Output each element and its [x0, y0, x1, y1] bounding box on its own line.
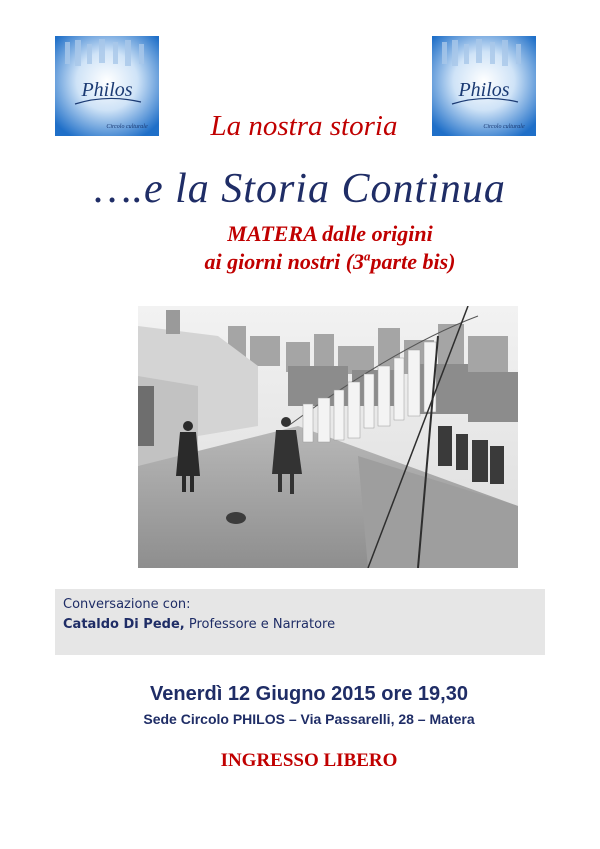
subtitle-superscript: a: [364, 248, 371, 264]
subtitle-line-1: [60, 220, 600, 248]
logo-tagline: Circolo culturale: [483, 124, 525, 130]
series-title: La nostra storia: [210, 110, 398, 142]
historic-photo: [138, 306, 518, 568]
subtitle-emphasis: MATERA: [227, 221, 317, 246]
event-venue: Sede Circolo PHILOS – Via Passarelli, 28 – Matera: [143, 711, 475, 727]
logo-wordmark: Philos: [81, 79, 133, 101]
logo-wordmark: Philos: [458, 79, 510, 101]
subtitle-line-2-pre: ai giorni nostri (3: [204, 249, 365, 274]
historic-photo-matera: [138, 306, 518, 568]
admission-notice: INGRESSO LIBERO: [220, 750, 398, 771]
main-title: ….e la Storia Continua: [94, 166, 506, 212]
subtitle-line-2: [60, 248, 600, 276]
speaker-role: Professore e Narratore: [184, 617, 336, 632]
event-subtitle: [0, 220, 600, 276]
speaker-name: Cataldo Di Pede,: [63, 617, 185, 632]
conversation-intro: Conversazione con:: [63, 597, 191, 612]
conversation-box: [55, 589, 545, 655]
speaker-line: [63, 615, 537, 635]
subtitle-line-2-post: parte bis): [370, 249, 456, 274]
subtitle-line-1-rest: dalle origini: [316, 221, 433, 246]
event-datetime: Venerdì 12 Giugno 2015 ore 19,30: [150, 683, 468, 705]
logo-tagline: Circolo culturale: [106, 124, 148, 130]
